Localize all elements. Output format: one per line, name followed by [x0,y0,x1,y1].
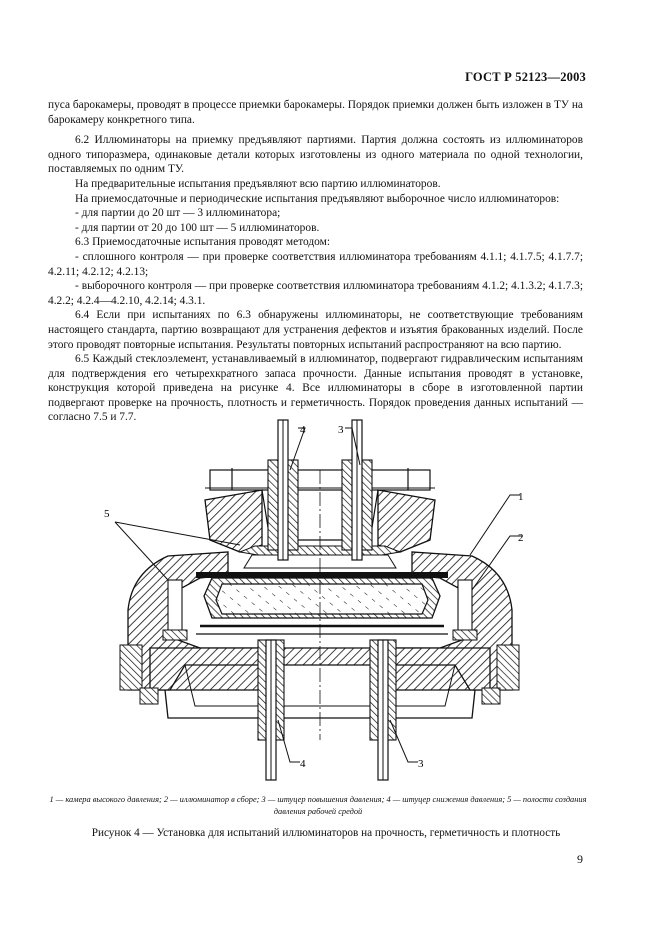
paragraph: 6.5 Каждый стеклоэлемент, устанавливаемый в иллюминатор, подвергают гидравлическим испытаниям для подтверждения его четырехкратного запаса прочности. Данные испытания проводят в установке, конструкция которой приведена на рисунке 4. Все иллюминаторы в сборе в изготовленной партии подвергают проверке на прочность, плотность и герметичность. Порядок проведения данных испытаний — согласно 7.5 и 7.7. [48,353,583,424]
paragraph: 6.4 Если при испытаниях по 6.3 обнаружены иллюминаторы, не соответствующие требованиям настоящего стандарта, партию возвращают для устранения дефектов и изъятия бракованных изделий. После этого проводят повторные испытания. Результаты повторных испытаний распространяют на всю партию. [48,309,583,351]
list-item: - выборочного контроля — при проверке соответствия иллюминатора требованиям 4.1.2; 4.1.3.2; 4.1.7.3; 4.2.2; 4.2.4—4.2.10, 4.2.14; 4.3.1. [48,280,583,307]
label-1: 1 [518,491,524,503]
paragraph: На предварительные испытания предъявляют всю партию иллюминаторов. [75,177,441,190]
label-5: 5 [104,508,110,520]
list-item: - для партии до 20 шт — 3 иллюминатора; [75,207,281,220]
label-3-bottom: 3 [418,758,424,770]
label-4-bottom: 4 [300,758,306,770]
label-3-top: 3 [338,424,344,436]
list-item: - сплошного контроля — при проверке соответствия иллюминатора требованиям 4.1.1; 4.1.7.5; 4.1.7.7; 4.2.11; 4.2.12; 4.2.13; [48,250,583,278]
label-4-top: 4 [300,424,306,436]
label-2: 2 [518,532,524,544]
figure-legend: 1 — камера высокого давления; 2 — иллюминатор в сборе; 3 — штуцер повышения давления; 4 — штуцер снижения давления; 5 — полости создания давления рабочей средой [49,795,587,816]
page-number: 9 [577,852,583,866]
list-item: - для партии от 20 до 100 шт — 5 иллюминаторов. [75,221,320,234]
document-header: ГОСТ Р 52123—2003 [465,70,586,84]
paragraph: 6.2 Иллюминаторы на приемку предъявляют партиями. Партия должна состоять из иллюминаторов одного типоразмера, одинаковые детали которых изготовлены из одного материала по одной технологии, поставляемых по одним ТУ. [48,134,583,176]
paragraph: На приемосдаточные и периодические испытания предъявляют выборочное число иллюминаторов: [75,192,560,205]
figure-caption: Рисунок 4 — Установка для испытаний иллюминаторов на прочность, герметичность и плотность [91,827,561,839]
paragraph: пуса барокамеры, проводят в процессе приемки барокамеры. Порядок приемки должен быть изложен в ТУ на барокамеру конкретного типа. [48,99,583,126]
paragraph: 6.3 Приемосдаточные испытания проводят методом: [75,236,331,249]
